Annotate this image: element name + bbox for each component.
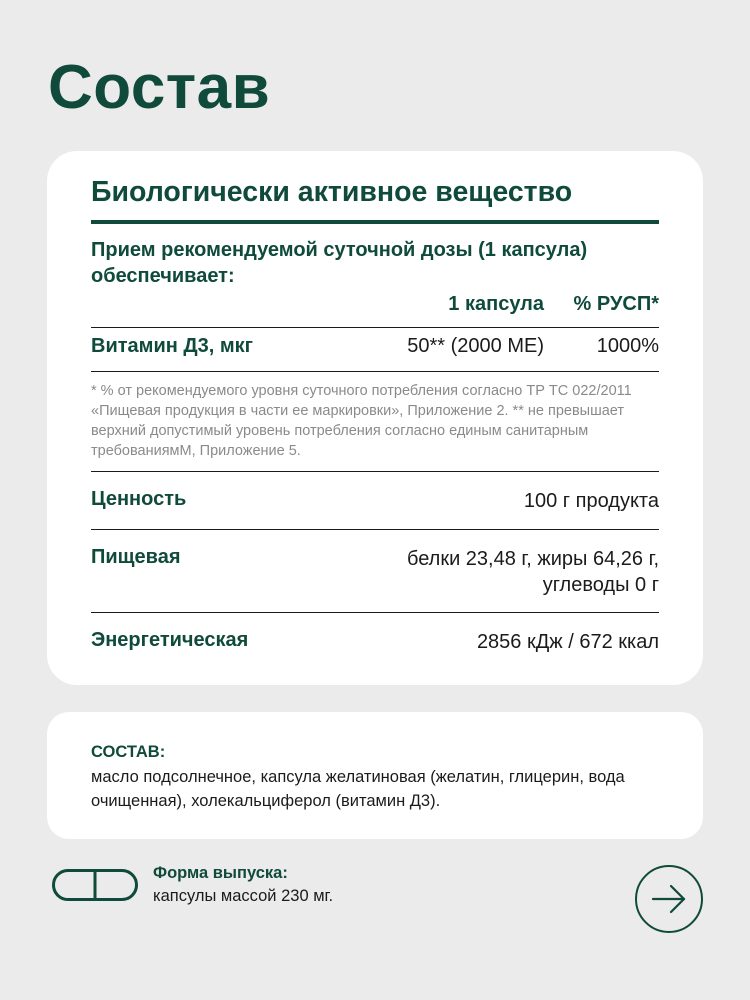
value-text: 100 г продукта	[523, 490, 659, 512]
table-header	[91, 293, 659, 321]
value-row	[91, 488, 659, 518]
divider	[91, 471, 659, 472]
dose-description: Прием рекомендуемой суточной дозы (1 капсула) обеспечивает:	[91, 239, 588, 287]
table-row	[91, 335, 659, 365]
energy-row	[91, 629, 659, 659]
release-form-label: Форма выпуска:	[153, 864, 288, 882]
arrow-right-icon	[650, 880, 688, 918]
next-button[interactable]	[635, 865, 703, 933]
divider	[91, 529, 659, 530]
bav-title-divider	[91, 220, 659, 224]
nutrition-label: Пищевая	[91, 546, 181, 568]
energy-label: Энергетическая	[91, 629, 249, 651]
nutrition-line-1: белки 23,48 г, жиры 64,26 г,	[406, 548, 659, 570]
value-label: Ценность	[91, 488, 187, 510]
energy-value: 2856 кДж / 672 ккал	[476, 631, 659, 653]
divider	[91, 612, 659, 613]
nutrition-row	[91, 546, 659, 596]
composition-label: СОСТАВ:	[91, 743, 166, 761]
composition-text: масло подсолнечное, капсула желатиновая (желатин, глицерин, вода очищенная), холекальциферол (витамин Д3).	[91, 768, 625, 810]
divider	[91, 327, 659, 328]
col-rusp-header: % РУСП*	[573, 293, 659, 315]
vitamin-percent: 1000%	[596, 335, 659, 357]
release-form-text: капсулы массой 230 мг.	[153, 887, 334, 905]
capsule-icon	[52, 869, 138, 901]
col-capsule-header: 1 капсула	[448, 293, 544, 315]
footnote: * % от рекомендуемого уровня суточного потребления согласно ТР ТС 022/2011 «Пищевая продукция в части ее маркировки», Приложение 2. ** не превышает верхний допустимый уровень потребления согласно единым санитарным требованиямМ, Приложение 5.	[91, 383, 632, 459]
nutrition-value	[407, 546, 659, 598]
vitamin-name: Витамин Д3, мкг	[91, 335, 254, 357]
bav-title: Биологически активное вещество	[91, 176, 573, 208]
page-title: Состав	[48, 53, 271, 122]
composition-card	[47, 712, 703, 839]
bav-card	[47, 151, 703, 685]
divider	[91, 371, 659, 372]
vitamin-amount: 50** (2000 МЕ)	[407, 335, 544, 357]
nutrition-line-2: углеводы 0 г	[542, 574, 659, 596]
